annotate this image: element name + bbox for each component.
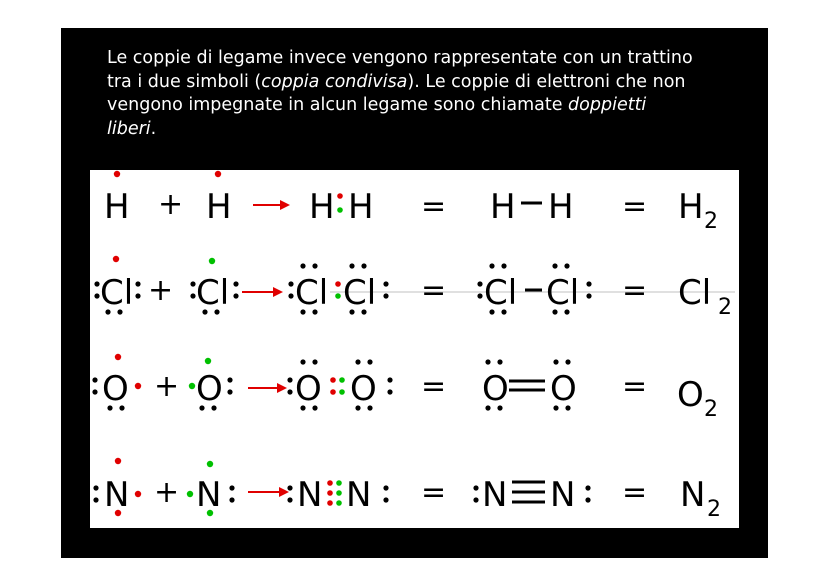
triple-bond-lines bbox=[512, 482, 545, 502]
caption-line-4 bbox=[107, 118, 747, 142]
lone-pair-dots bbox=[93, 485, 98, 502]
equals-sign: = bbox=[421, 273, 447, 308]
molecule-formula: H bbox=[678, 187, 704, 227]
caption-text-segment: vengono impegnate in alcun legame sono chiamate bbox=[107, 95, 569, 115]
shared-electron-dots bbox=[327, 480, 342, 506]
electron-dot bbox=[337, 207, 343, 213]
atom-symbol: H bbox=[104, 187, 130, 227]
atom-symbol: N bbox=[346, 475, 372, 515]
lewis-diagram bbox=[90, 170, 739, 528]
atom-symbol: N bbox=[482, 475, 508, 515]
caption-line-2 bbox=[107, 71, 747, 95]
equals-sign: = bbox=[421, 189, 447, 224]
equation-row-oxygen bbox=[92, 354, 718, 422]
formula-subscript: 2 bbox=[718, 295, 732, 320]
electron-dot bbox=[187, 491, 193, 497]
atom-symbol: H bbox=[490, 187, 516, 227]
caption-text-segment: ). Le coppie di elettroni che non bbox=[407, 71, 686, 92]
atom-symbol: H bbox=[206, 187, 232, 227]
electron-dot bbox=[330, 377, 336, 383]
term-doppietti: doppietti bbox=[568, 95, 647, 115]
caption-text-segment: tra i due simboli ( bbox=[107, 71, 262, 92]
electron-dot bbox=[335, 281, 341, 287]
atom-symbol: H bbox=[309, 187, 335, 227]
equals-sign: = bbox=[622, 369, 648, 404]
caption-text-segment: . bbox=[150, 118, 157, 139]
atom-symbol: H bbox=[548, 187, 574, 227]
atom-symbol: O bbox=[350, 369, 377, 409]
plus-sign: + bbox=[154, 369, 180, 404]
term-liberi: liberi bbox=[107, 118, 151, 139]
electron-dot bbox=[115, 354, 121, 360]
equals-sign: = bbox=[622, 475, 648, 510]
electron-dot bbox=[337, 193, 343, 199]
molecule-formula: N bbox=[680, 475, 706, 515]
reaction-arrow bbox=[253, 200, 290, 210]
atom-symbol: O bbox=[196, 369, 223, 409]
equation-row-hydrogen bbox=[104, 171, 718, 234]
atom-symbol: O bbox=[482, 369, 509, 409]
equation-row-chlorine bbox=[94, 256, 732, 320]
caption-line-3 bbox=[107, 94, 747, 118]
double-bond-lines bbox=[509, 381, 545, 390]
atom-symbol: O bbox=[295, 369, 322, 409]
caption-line-1: Le coppie di legame invece vengono rappresentate con un trattino bbox=[107, 48, 693, 68]
atom-symbol: O bbox=[550, 369, 577, 409]
atom-symbol: Cl bbox=[546, 273, 580, 313]
electron-dot bbox=[207, 461, 213, 467]
electron-dot bbox=[189, 383, 195, 389]
caption-text bbox=[107, 47, 747, 141]
molecule-formula: Cl bbox=[678, 273, 712, 313]
equals-sign: = bbox=[622, 189, 648, 224]
atom-symbol: N bbox=[297, 475, 323, 515]
formula-subscript: 2 bbox=[704, 209, 718, 234]
atom-symbol: Cl bbox=[484, 273, 518, 313]
reaction-arrow bbox=[242, 287, 283, 297]
lewis-diagram-panel bbox=[90, 170, 739, 528]
atom-symbol: Cl bbox=[295, 273, 329, 313]
electron-dot bbox=[335, 293, 341, 299]
electron-dot bbox=[205, 358, 211, 364]
atom-symbol: O bbox=[102, 369, 129, 409]
electron-dot bbox=[135, 491, 141, 497]
equation-row-nitrogen bbox=[93, 458, 721, 522]
formula-subscript: 2 bbox=[704, 397, 718, 422]
electron-dot bbox=[114, 171, 120, 177]
electron-dot bbox=[330, 389, 336, 395]
term-coppia-condivisa: coppia condivisa bbox=[261, 71, 408, 92]
atom-symbol: Cl bbox=[196, 273, 230, 313]
atom-symbol: H bbox=[348, 187, 374, 227]
equals-sign: = bbox=[421, 475, 447, 510]
electron-dot bbox=[209, 258, 215, 264]
lone-pair-dots bbox=[229, 485, 234, 502]
plus-sign: + bbox=[158, 187, 184, 222]
plus-sign: + bbox=[148, 273, 174, 308]
equals-sign: = bbox=[622, 273, 648, 308]
electron-dot bbox=[339, 389, 345, 395]
atom-symbol: N bbox=[550, 475, 576, 515]
atom-symbol: N bbox=[196, 475, 222, 515]
reaction-arrow bbox=[248, 487, 289, 497]
reaction-arrow bbox=[248, 383, 287, 393]
atom-symbol: Cl bbox=[343, 273, 377, 313]
atom-symbol: Cl bbox=[100, 273, 134, 313]
formula-subscript: 2 bbox=[707, 497, 721, 522]
electron-dot bbox=[113, 256, 119, 262]
atom-symbol: N bbox=[104, 475, 130, 515]
plus-sign: + bbox=[154, 475, 180, 510]
electron-dot bbox=[339, 377, 345, 383]
electron-dot bbox=[115, 458, 121, 464]
electron-dot bbox=[215, 171, 221, 177]
electron-dot bbox=[135, 383, 141, 389]
molecule-formula: O bbox=[677, 375, 704, 415]
equals-sign: = bbox=[421, 369, 447, 404]
